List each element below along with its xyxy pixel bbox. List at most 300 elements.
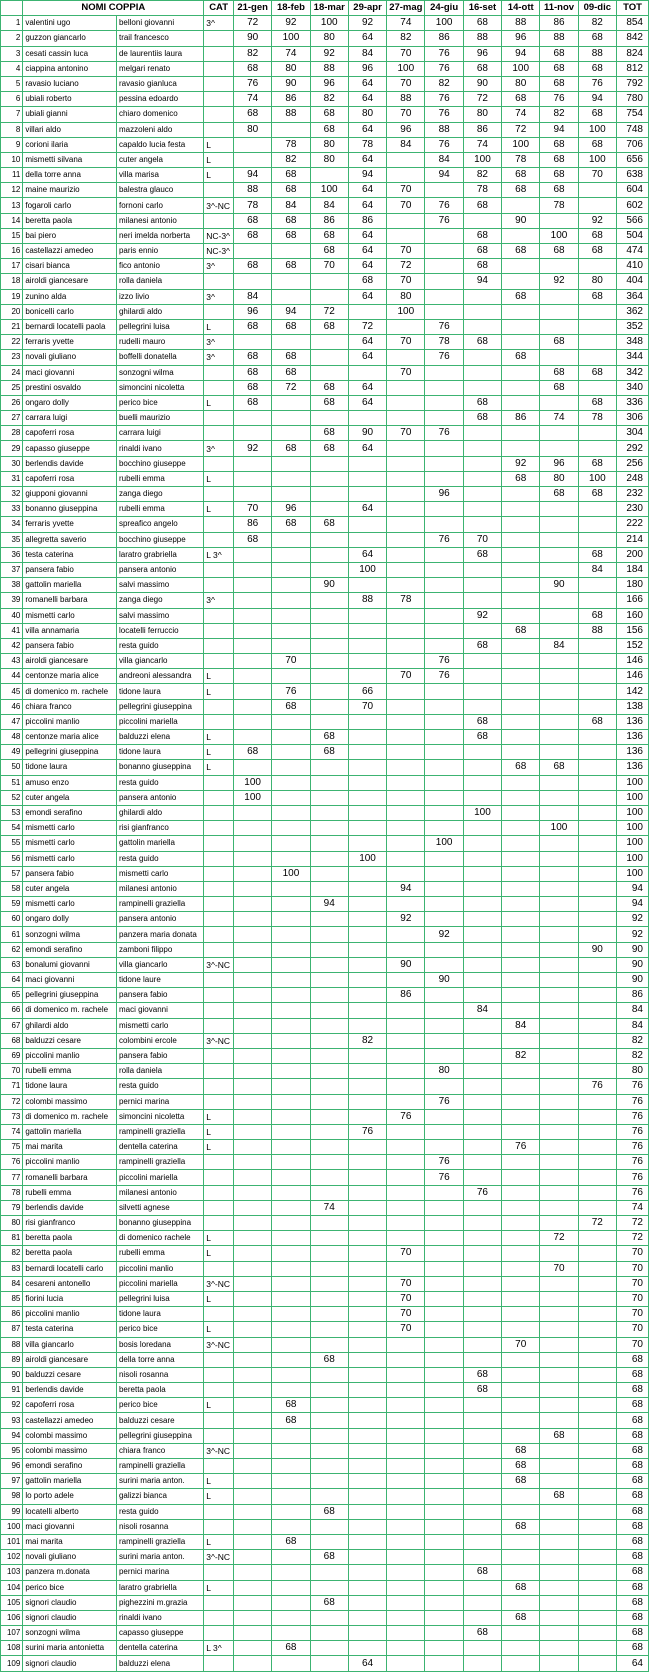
score-cell <box>272 244 310 259</box>
score-cell: 82 <box>463 168 501 183</box>
row-number: 45 <box>1 684 23 699</box>
category-cell <box>204 942 234 957</box>
score-cell: 100 <box>425 836 463 851</box>
category-cell: L 3^ <box>204 1641 234 1656</box>
category-cell: L <box>204 730 234 745</box>
score-cell <box>348 669 386 684</box>
score-cell <box>463 1489 501 1504</box>
header-date: 11-nov <box>540 1 578 16</box>
player-2-name: pernici marina <box>116 1565 203 1580</box>
score-cell: 100 <box>310 16 348 31</box>
score-cell <box>540 790 578 805</box>
score-cell: 68 <box>272 1413 310 1428</box>
row-number: 61 <box>1 927 23 942</box>
score-cell <box>578 1519 616 1534</box>
score-cell: 68 <box>272 183 310 198</box>
score-cell <box>272 1200 310 1215</box>
score-cell <box>463 912 501 927</box>
score-cell: 70 <box>387 365 425 380</box>
score-cell <box>540 1610 578 1625</box>
row-number: 108 <box>1 1641 23 1656</box>
total-cell: 68 <box>616 1489 648 1504</box>
score-cell: 76 <box>234 76 272 91</box>
score-cell: 94 <box>578 92 616 107</box>
player-2-name: piccolini mariella <box>116 714 203 729</box>
category-cell: 3^-NC <box>204 957 234 972</box>
score-cell <box>310 456 348 471</box>
score-cell <box>387 1261 425 1276</box>
score-cell: 100 <box>234 775 272 790</box>
player-2-name: di domenico rachele <box>116 1231 203 1246</box>
score-cell <box>234 942 272 957</box>
score-cell <box>425 714 463 729</box>
score-cell <box>540 623 578 638</box>
player-2-name: tidone laura <box>116 1307 203 1322</box>
score-cell <box>234 1170 272 1185</box>
row-number: 77 <box>1 1170 23 1185</box>
category-cell <box>204 638 234 653</box>
score-cell <box>348 790 386 805</box>
category-cell: L <box>204 1124 234 1139</box>
score-cell <box>310 699 348 714</box>
score-cell: 68 <box>502 289 540 304</box>
score-cell: 68 <box>502 350 540 365</box>
category-cell: L <box>204 760 234 775</box>
table-row <box>1 745 649 760</box>
score-cell <box>463 1398 501 1413</box>
row-number: 42 <box>1 638 23 653</box>
row-number: 105 <box>1 1595 23 1610</box>
category-cell <box>204 1504 234 1519</box>
score-cell: 68 <box>463 1383 501 1398</box>
score-cell <box>272 1033 310 1048</box>
score-cell <box>425 1459 463 1474</box>
player-2-name: perico bice <box>116 395 203 410</box>
score-cell <box>425 684 463 699</box>
score-cell <box>234 1565 272 1580</box>
table-row <box>1 411 649 426</box>
score-cell: 68 <box>348 274 386 289</box>
player-1-name: mismetti carlo <box>23 821 117 836</box>
score-cell <box>387 1124 425 1139</box>
total-cell: 156 <box>616 623 648 638</box>
category-cell <box>204 1185 234 1200</box>
total-cell: 604 <box>616 183 648 198</box>
player-2-name: surini maria anton. <box>116 1474 203 1489</box>
score-cell <box>348 532 386 547</box>
score-cell <box>502 1626 540 1641</box>
score-cell <box>540 775 578 790</box>
table-row <box>1 76 649 91</box>
score-cell: 68 <box>272 365 310 380</box>
score-cell <box>387 1079 425 1094</box>
category-cell: L <box>204 1246 234 1261</box>
score-cell <box>272 1504 310 1519</box>
score-cell: 78 <box>502 152 540 167</box>
row-number: 67 <box>1 1018 23 1033</box>
score-cell <box>310 1094 348 1109</box>
player-2-name: risi gianfranco <box>116 821 203 836</box>
row-number: 46 <box>1 699 23 714</box>
player-1-name: mismetti carlo <box>23 608 117 623</box>
score-cell <box>425 851 463 866</box>
score-cell <box>387 1003 425 1018</box>
score-cell <box>348 942 386 957</box>
score-cell <box>272 1079 310 1094</box>
score-cell: 68 <box>540 760 578 775</box>
score-cell <box>310 1322 348 1337</box>
player-1-name: centonze maria alice <box>23 669 117 684</box>
score-cell <box>463 213 501 228</box>
player-2-name: pernici marina <box>116 1094 203 1109</box>
score-cell <box>502 669 540 684</box>
score-cell <box>348 1231 386 1246</box>
category-cell <box>204 973 234 988</box>
score-cell <box>348 1109 386 1124</box>
score-cell <box>272 897 310 912</box>
total-cell: 100 <box>616 851 648 866</box>
player-2-name: villa marisa <box>116 168 203 183</box>
score-cell <box>425 1124 463 1139</box>
score-cell <box>272 1291 310 1306</box>
score-cell <box>387 745 425 760</box>
score-cell <box>540 1003 578 1018</box>
score-cell <box>348 1367 386 1382</box>
score-cell <box>578 654 616 669</box>
score-cell: 80 <box>272 61 310 76</box>
score-cell <box>578 927 616 942</box>
score-cell: 68 <box>502 760 540 775</box>
score-cell <box>348 1595 386 1610</box>
score-cell <box>272 1443 310 1458</box>
row-number: 30 <box>1 456 23 471</box>
score-cell <box>234 1641 272 1656</box>
header-date: 18-feb <box>272 1 310 16</box>
score-cell <box>348 745 386 760</box>
total-cell: 68 <box>616 1474 648 1489</box>
player-1-name: cesareni antonello <box>23 1276 117 1291</box>
score-cell <box>425 1337 463 1352</box>
score-cell <box>463 517 501 532</box>
table-row <box>1 1003 649 1018</box>
score-cell: 94 <box>387 881 425 896</box>
total-cell: 854 <box>616 16 648 31</box>
row-number: 90 <box>1 1367 23 1382</box>
total-cell: 100 <box>616 866 648 881</box>
score-cell <box>540 426 578 441</box>
score-cell <box>463 745 501 760</box>
table-row <box>1 1079 649 1094</box>
score-cell <box>578 760 616 775</box>
total-cell: 68 <box>616 1443 648 1458</box>
total-cell: 76 <box>616 1124 648 1139</box>
score-cell: 70 <box>387 669 425 684</box>
score-cell: 100 <box>578 471 616 486</box>
score-cell: 88 <box>234 183 272 198</box>
score-cell <box>234 1140 272 1155</box>
player-2-name: bocchino giuseppe <box>116 532 203 547</box>
score-cell <box>272 1322 310 1337</box>
header-date: 21-gen <box>234 1 272 16</box>
score-cell <box>387 836 425 851</box>
score-cell: 64 <box>348 259 386 274</box>
player-1-name: airoldi giancesare <box>23 1352 117 1367</box>
score-cell: 70 <box>387 46 425 61</box>
score-cell: 68 <box>463 61 501 76</box>
table-row <box>1 259 649 274</box>
score-cell <box>310 1231 348 1246</box>
score-cell <box>578 821 616 836</box>
score-cell: 68 <box>540 168 578 183</box>
table-row <box>1 441 649 456</box>
player-1-name: di domenico m. rachele <box>23 684 117 699</box>
score-cell <box>272 1550 310 1565</box>
score-cell <box>540 1094 578 1109</box>
table-row <box>1 61 649 76</box>
score-cell <box>272 973 310 988</box>
score-cell: 68 <box>310 745 348 760</box>
category-cell: L <box>204 745 234 760</box>
player-2-name: rubelli emma <box>116 1246 203 1261</box>
score-cell: 76 <box>425 350 463 365</box>
score-cell: 76 <box>578 76 616 91</box>
total-cell: 602 <box>616 198 648 213</box>
score-cell <box>425 775 463 790</box>
score-cell <box>387 1626 425 1641</box>
score-cell <box>387 654 425 669</box>
score-cell: 84 <box>502 1018 540 1033</box>
row-number: 47 <box>1 714 23 729</box>
total-cell: 100 <box>616 775 648 790</box>
score-cell: 68 <box>578 289 616 304</box>
score-cell <box>425 1580 463 1595</box>
row-number: 41 <box>1 623 23 638</box>
category-cell: 3^ <box>204 289 234 304</box>
score-cell <box>540 988 578 1003</box>
player-2-name: pansera antonio <box>116 562 203 577</box>
player-1-name: gattolin mariella <box>23 1474 117 1489</box>
score-cell <box>310 411 348 426</box>
score-cell: 68 <box>463 730 501 745</box>
score-cell <box>310 1383 348 1398</box>
total-cell: 152 <box>616 638 648 653</box>
score-cell <box>348 988 386 1003</box>
score-cell: 74 <box>234 92 272 107</box>
total-cell: 474 <box>616 244 648 259</box>
header-cat: CAT <box>204 1 234 16</box>
table-row <box>1 137 649 152</box>
total-cell: 230 <box>616 502 648 517</box>
category-cell <box>204 1170 234 1185</box>
score-cell <box>387 730 425 745</box>
score-cell: 96 <box>540 456 578 471</box>
score-cell: 68 <box>272 213 310 228</box>
score-cell <box>463 1610 501 1625</box>
score-cell <box>540 395 578 410</box>
score-cell <box>387 790 425 805</box>
score-cell <box>463 1033 501 1048</box>
score-cell <box>348 1261 386 1276</box>
score-cell <box>425 1033 463 1048</box>
score-cell: 78 <box>540 198 578 213</box>
table-row <box>1 1276 649 1291</box>
score-cell <box>425 1413 463 1428</box>
score-cell <box>234 1018 272 1033</box>
score-cell <box>502 957 540 972</box>
score-cell <box>425 1595 463 1610</box>
score-cell: 90 <box>463 76 501 91</box>
player-1-name: balduzzi cesare <box>23 1033 117 1048</box>
score-cell <box>463 1048 501 1063</box>
score-cell: 68 <box>310 244 348 259</box>
score-cell <box>425 881 463 896</box>
score-cell: 68 <box>540 61 578 76</box>
score-cell <box>578 1155 616 1170</box>
row-number: 7 <box>1 107 23 122</box>
score-cell <box>463 1246 501 1261</box>
total-cell: 780 <box>616 92 648 107</box>
score-cell <box>578 1200 616 1215</box>
score-cell <box>578 1048 616 1063</box>
total-cell: 76 <box>616 1109 648 1124</box>
score-cell: 82 <box>310 92 348 107</box>
table-row <box>1 547 649 562</box>
player-2-name: fico antonio <box>116 259 203 274</box>
player-1-name: villari aldo <box>23 122 117 137</box>
score-cell: 84 <box>463 1003 501 1018</box>
score-cell: 92 <box>272 16 310 31</box>
score-cell <box>463 1261 501 1276</box>
score-cell: 78 <box>578 411 616 426</box>
score-cell <box>578 259 616 274</box>
score-cell <box>502 578 540 593</box>
score-cell <box>310 1337 348 1352</box>
score-cell <box>463 760 501 775</box>
total-cell: 214 <box>616 532 648 547</box>
category-cell: NC-3^ <box>204 228 234 243</box>
player-2-name: milanesi antonio <box>116 1185 203 1200</box>
score-cell <box>502 532 540 547</box>
score-cell <box>272 1094 310 1109</box>
score-cell: 100 <box>502 137 540 152</box>
score-cell: 68 <box>234 213 272 228</box>
table-row <box>1 1352 649 1367</box>
score-cell <box>540 851 578 866</box>
score-cell: 72 <box>387 259 425 274</box>
score-cell <box>463 669 501 684</box>
score-cell <box>272 775 310 790</box>
table-row <box>1 350 649 365</box>
score-cell: 100 <box>387 61 425 76</box>
score-cell <box>234 730 272 745</box>
score-cell: 100 <box>463 152 501 167</box>
score-cell <box>502 259 540 274</box>
score-cell <box>348 1534 386 1549</box>
player-1-name: pellegrini giuseppina <box>23 745 117 760</box>
total-cell: 142 <box>616 684 648 699</box>
player-1-name: ghilardi aldo <box>23 1018 117 1033</box>
player-1-name: castellazzi amedeo <box>23 244 117 259</box>
row-number: 76 <box>1 1155 23 1170</box>
score-cell <box>502 1413 540 1428</box>
table-row <box>1 1565 649 1580</box>
score-cell: 68 <box>502 1459 540 1474</box>
score-cell <box>272 1626 310 1641</box>
score-cell <box>463 821 501 836</box>
row-number: 103 <box>1 1565 23 1580</box>
total-cell: 100 <box>616 821 648 836</box>
player-2-name: carrara luigi <box>116 426 203 441</box>
player-2-name: milanesi antonio <box>116 881 203 896</box>
score-cell <box>425 1291 463 1306</box>
score-cell <box>425 1398 463 1413</box>
row-number: 36 <box>1 547 23 562</box>
score-cell <box>425 790 463 805</box>
category-cell <box>204 912 234 927</box>
score-cell <box>348 1489 386 1504</box>
score-cell <box>348 821 386 836</box>
score-cell <box>425 380 463 395</box>
total-cell: 72 <box>616 1231 648 1246</box>
score-cell <box>272 851 310 866</box>
score-cell <box>578 1595 616 1610</box>
score-cell <box>387 821 425 836</box>
score-cell <box>272 532 310 547</box>
player-2-name: surini maria anton. <box>116 1550 203 1565</box>
player-1-name: sonzogni wilma <box>23 1626 117 1641</box>
score-cell <box>578 1003 616 1018</box>
score-cell: 100 <box>310 183 348 198</box>
score-cell <box>578 198 616 213</box>
score-cell: 100 <box>502 61 540 76</box>
score-cell <box>234 1124 272 1139</box>
score-cell <box>502 1656 540 1671</box>
category-cell <box>204 1200 234 1215</box>
score-cell: 86 <box>540 16 578 31</box>
score-cell: 68 <box>272 699 310 714</box>
score-cell <box>310 805 348 820</box>
table-row <box>1 866 649 881</box>
category-cell <box>204 714 234 729</box>
table-row <box>1 821 649 836</box>
player-2-name: ghilardi aldo <box>116 805 203 820</box>
score-cell <box>272 836 310 851</box>
score-cell: 86 <box>348 213 386 228</box>
score-cell <box>502 1246 540 1261</box>
score-cell: 86 <box>310 213 348 228</box>
total-cell: 348 <box>616 335 648 350</box>
score-cell: 64 <box>348 183 386 198</box>
score-cell <box>387 1428 425 1443</box>
score-cell <box>463 1094 501 1109</box>
score-cell <box>234 1474 272 1489</box>
category-cell <box>204 122 234 137</box>
score-cell: 64 <box>348 350 386 365</box>
score-cell: 90 <box>387 957 425 972</box>
score-cell: 68 <box>540 244 578 259</box>
score-cell <box>425 638 463 653</box>
score-cell <box>348 608 386 623</box>
score-cell <box>502 1595 540 1610</box>
score-cell <box>425 1626 463 1641</box>
score-cell: 100 <box>348 562 386 577</box>
player-1-name: testa caterina <box>23 1322 117 1337</box>
score-cell <box>425 1504 463 1519</box>
score-cell <box>387 1064 425 1079</box>
score-cell: 76 <box>348 1124 386 1139</box>
player-1-name: centonze maria alice <box>23 730 117 745</box>
score-cell: 76 <box>425 213 463 228</box>
